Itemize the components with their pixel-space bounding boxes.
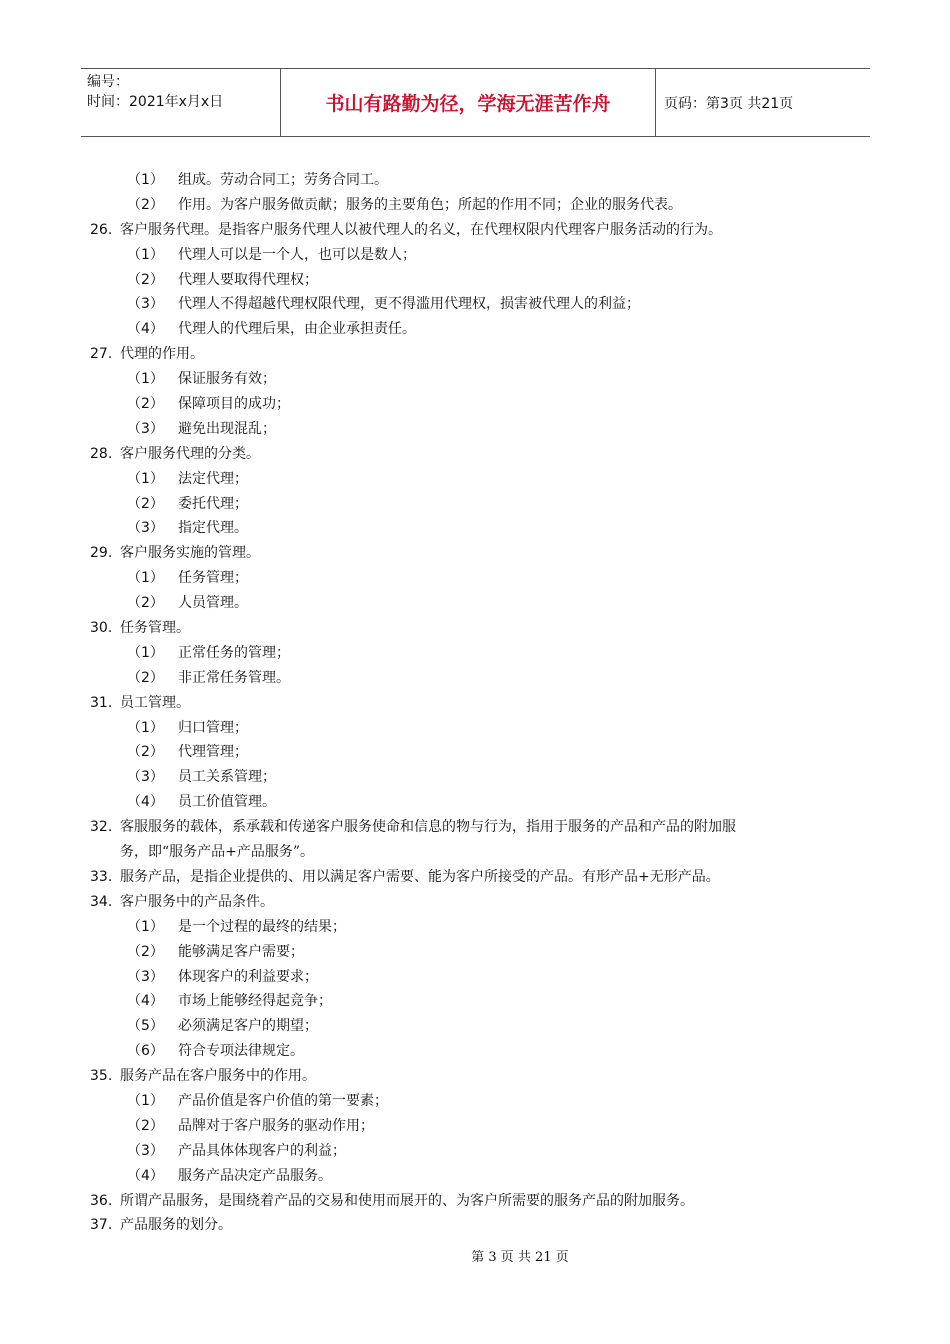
item-text: 能够满足客户需要； bbox=[178, 943, 304, 960]
sub-item bbox=[90, 1039, 865, 1064]
sub-item bbox=[90, 566, 865, 591]
item-number: 28. bbox=[90, 445, 113, 462]
item-number: （2） bbox=[127, 396, 164, 413]
item-text: 组成。劳动合同工；劳务合同工。 bbox=[178, 172, 388, 188]
item-text: 产品服务的划分。 bbox=[120, 1217, 232, 1234]
item-text: 指定代理。 bbox=[178, 520, 248, 537]
sub-item bbox=[90, 243, 865, 268]
item-text: 代理管理； bbox=[178, 744, 248, 761]
item-text: 服务产品决定产品服务。 bbox=[178, 1167, 332, 1184]
sub-item bbox=[90, 492, 865, 517]
sub-item bbox=[90, 716, 865, 741]
item-number: （5） bbox=[127, 1018, 164, 1035]
sub-item bbox=[90, 989, 865, 1014]
item-number: 33. bbox=[90, 868, 113, 885]
item-number: 34. bbox=[90, 893, 113, 910]
item-number: 35. bbox=[90, 1068, 113, 1085]
item-text: 任务管理。 bbox=[120, 620, 190, 637]
item-number: （3） bbox=[127, 968, 164, 985]
numbered-item bbox=[90, 1189, 865, 1214]
item-number: （2） bbox=[127, 196, 164, 213]
document-number-label: 编号： bbox=[87, 74, 129, 90]
page-footer: 第 3 页 共 21 页 bbox=[471, 1250, 569, 1265]
item-number: （1） bbox=[127, 1092, 164, 1109]
numbered-item bbox=[90, 865, 865, 890]
item-text: 客户服务代理。是指客户服务代理人以被代理人的名义，在代理权限内代理客户服务活动的行为。 bbox=[120, 221, 722, 238]
header-motto: 书山有路勤为径，学海无涯苦作舟 bbox=[281, 69, 656, 136]
item-text: 代理人可以是一个人，也可以是数人； bbox=[178, 246, 416, 263]
sub-item bbox=[90, 1089, 865, 1114]
header-meta bbox=[81, 69, 281, 136]
sub-item bbox=[90, 317, 865, 342]
item-number: 29. bbox=[90, 545, 113, 562]
numbered-item bbox=[90, 815, 865, 840]
item-text: 市场上能够经得起竞争； bbox=[178, 993, 332, 1010]
item-text: 代理人不得超越代理权限代理，更不得滥用代理权，损害被代理人的利益； bbox=[178, 296, 640, 313]
page-header bbox=[81, 68, 870, 137]
item-text: 保证服务有效； bbox=[178, 371, 276, 388]
sub-item bbox=[90, 641, 865, 666]
item-text: 服务产品，是指企业提供的、用以满足客户需要、能为客户所接受的产品。有形产品+无形产品。 bbox=[120, 868, 720, 885]
item-number: （3） bbox=[127, 1142, 164, 1159]
sub-item bbox=[90, 666, 865, 691]
numbered-item bbox=[90, 890, 865, 915]
sub-item bbox=[90, 740, 865, 765]
item-text: 非正常任务管理。 bbox=[178, 669, 290, 686]
item-number: 26. bbox=[90, 221, 113, 238]
item-number: （2） bbox=[127, 595, 164, 612]
numbered-item bbox=[90, 442, 865, 467]
item-text: 正常任务的管理； bbox=[178, 644, 290, 661]
item-text: 作用。为客户服务做贡献；服务的主要角色；所起的作用不同；企业的服务代表。 bbox=[178, 196, 682, 213]
numbered-item bbox=[90, 691, 865, 716]
item-number: 32. bbox=[90, 819, 113, 836]
item-number: （1） bbox=[127, 371, 164, 388]
item-text: 员工关系管理； bbox=[178, 769, 276, 786]
item-text: 避免出现混乱； bbox=[178, 420, 276, 437]
document-time-label: 时间：2021年x月x日 bbox=[87, 94, 224, 110]
numbered-item bbox=[90, 218, 865, 243]
item-text: 委托代理； bbox=[178, 495, 248, 512]
item-number: （2） bbox=[127, 1117, 164, 1134]
item-number: （3） bbox=[127, 520, 164, 537]
item-text: 保障项目的成功； bbox=[178, 396, 290, 413]
sub-item bbox=[90, 168, 865, 193]
sub-item bbox=[90, 467, 865, 492]
item-text: 法定代理； bbox=[178, 470, 248, 487]
item-number: （1） bbox=[127, 172, 164, 188]
item-number: （1） bbox=[127, 918, 164, 935]
item-number: （6） bbox=[127, 1043, 164, 1060]
item-number: （2） bbox=[127, 271, 164, 288]
sub-item bbox=[90, 915, 865, 940]
item-text: 归口管理； bbox=[178, 719, 248, 736]
item-text: 代理人要取得代理权； bbox=[178, 271, 318, 288]
item-text: 符合专项法律规定。 bbox=[178, 1043, 304, 1060]
item-text: 客户服务实施的管理。 bbox=[120, 545, 260, 562]
sub-item bbox=[90, 940, 865, 965]
continuation-line bbox=[90, 840, 865, 865]
item-number: （3） bbox=[127, 769, 164, 786]
item-text: 服务产品在客户服务中的作用。 bbox=[120, 1068, 316, 1085]
item-number: 37. bbox=[90, 1217, 113, 1234]
item-number: （3） bbox=[127, 420, 164, 437]
item-text: 客户服务中的产品条件。 bbox=[120, 893, 274, 910]
item-number: （3） bbox=[127, 296, 164, 313]
sub-item bbox=[90, 1139, 865, 1164]
item-number: （4） bbox=[127, 1167, 164, 1184]
item-number: （4） bbox=[127, 993, 164, 1010]
item-text: 所谓产品服务，是围绕着产品的交易和使用而展开的、为客户所需要的服务产品的附加服务。 bbox=[120, 1192, 694, 1209]
numbered-item bbox=[90, 342, 865, 367]
item-text: 代理的作用。 bbox=[120, 346, 204, 363]
item-number: 31. bbox=[90, 694, 113, 711]
item-text: 体现客户的利益要求； bbox=[178, 968, 318, 985]
item-text: 产品价值是客户价值的第一要素； bbox=[178, 1092, 388, 1109]
sub-item bbox=[90, 367, 865, 392]
item-number: （2） bbox=[127, 744, 164, 761]
item-text: 品牌对于客户服务的驱动作用； bbox=[178, 1117, 374, 1134]
item-text: 人员管理。 bbox=[178, 595, 248, 612]
item-text: 员工管理。 bbox=[120, 694, 190, 711]
sub-item bbox=[90, 965, 865, 990]
item-text: 是一个过程的最终的结果； bbox=[178, 918, 346, 935]
sub-item bbox=[90, 268, 865, 293]
numbered-item bbox=[90, 1213, 865, 1238]
sub-item bbox=[90, 193, 865, 218]
item-number: 27. bbox=[90, 346, 113, 363]
item-number: （1） bbox=[127, 570, 164, 587]
item-text: 代理人的代理后果，由企业承担责任。 bbox=[178, 321, 416, 338]
item-number: （1） bbox=[127, 470, 164, 487]
numbered-item bbox=[90, 616, 865, 641]
item-text: 任务管理； bbox=[178, 570, 248, 587]
item-text: 产品具体体现客户的利益； bbox=[178, 1142, 346, 1159]
item-number: （2） bbox=[127, 495, 164, 512]
sub-item bbox=[90, 417, 865, 442]
sub-item bbox=[90, 392, 865, 417]
item-text: 务，即“服务产品+产品服务”。 bbox=[120, 844, 315, 861]
item-number: （2） bbox=[127, 943, 164, 960]
sub-item bbox=[90, 591, 865, 616]
sub-item bbox=[90, 292, 865, 317]
item-text: 客户服务代理的分类。 bbox=[120, 445, 260, 462]
sub-item bbox=[90, 516, 865, 541]
sub-item bbox=[90, 790, 865, 815]
item-number: （1） bbox=[127, 719, 164, 736]
item-text: 必须满足客户的期望； bbox=[178, 1018, 318, 1035]
numbered-item bbox=[90, 541, 865, 566]
document-body bbox=[90, 168, 865, 1238]
sub-item bbox=[90, 1014, 865, 1039]
item-text: 客服服务的载体，系承载和传递客户服务使命和信息的物与行为，指用于服务的产品和产品的附加服 bbox=[120, 819, 736, 836]
numbered-item bbox=[90, 1064, 865, 1089]
header-page-info: 页码：第3页 共21页 bbox=[664, 95, 794, 112]
item-number: 30. bbox=[90, 620, 113, 637]
item-number: 36. bbox=[90, 1192, 113, 1209]
sub-item bbox=[90, 1164, 865, 1189]
item-text: 员工价值管理。 bbox=[178, 794, 276, 811]
item-number: （4） bbox=[127, 321, 164, 338]
sub-item bbox=[90, 765, 865, 790]
item-number: （1） bbox=[127, 644, 164, 661]
item-number: （2） bbox=[127, 669, 164, 686]
item-number: （4） bbox=[127, 794, 164, 811]
item-number: （1） bbox=[127, 246, 164, 263]
sub-item bbox=[90, 1114, 865, 1139]
